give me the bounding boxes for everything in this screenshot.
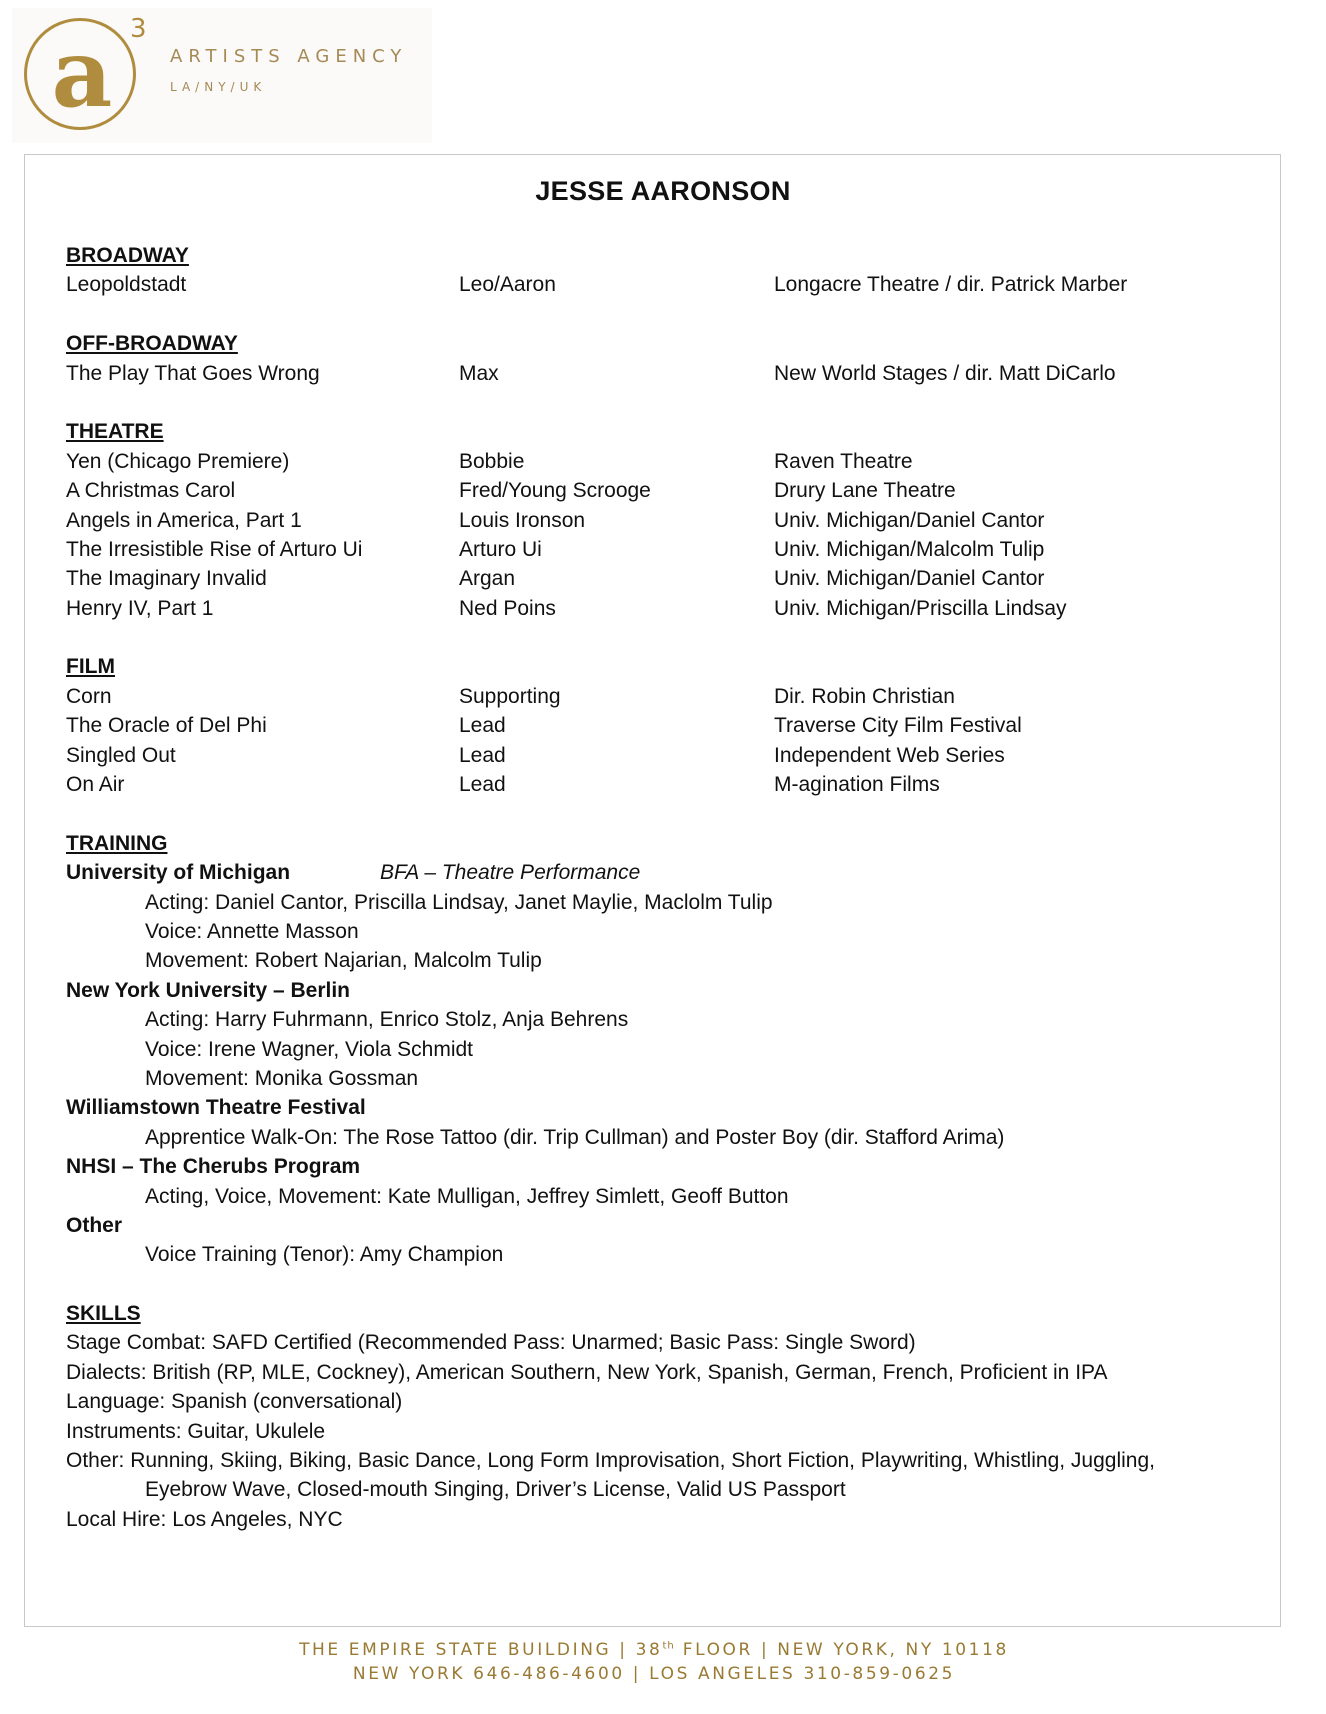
logo-mark: a <box>51 19 113 129</box>
credit-title: On Air <box>66 773 125 797</box>
footer-address-suffix: FLOOR | NEW YORK, NY 10118 <box>674 1640 1009 1660</box>
credit-venue: Longacre Theatre / dir. Patrick Marber <box>774 273 1128 297</box>
training-school-row <box>66 858 1246 887</box>
training-school: NHSI – The Cherubs Program <box>66 1155 361 1179</box>
credit-row <box>66 447 1246 476</box>
credit-title: Corn <box>66 684 112 708</box>
credit-row <box>66 711 1246 740</box>
footer-phones: NEW YORK 646-486-4600 | LOS ANGELES 310-859-0625 <box>352 1664 956 1684</box>
section-heading-broadway: BROADWAY <box>66 244 189 267</box>
training-detail: Apprentice Walk-On: The Rose Tattoo (dir. Trip Cullman) and Poster Boy (dir. Stafford Arima) <box>145 1125 1005 1149</box>
training-school: New York University – Berlin <box>66 978 351 1002</box>
credit-row <box>66 594 1246 623</box>
skill-other: Other: Running, Skiing, Biking, Basic Dance, Long Form Improvisation, Short Fiction, Playwriting, Whistling, Juggling, <box>66 1449 1155 1473</box>
credit-row <box>66 682 1246 711</box>
skill-local-hire: Local Hire: Los Angeles, NYC <box>66 1507 343 1531</box>
credit-title: Yen (Chicago Premiere) <box>66 449 290 473</box>
credit-title: The Oracle of Del Phi <box>66 714 267 738</box>
logo-circle <box>24 18 136 130</box>
actor-name: JESSE AARONSON <box>535 176 791 206</box>
training-detail: Acting, Voice, Movement: Kate Mulligan, Jeffrey Simlett, Geoff Button <box>145 1184 789 1208</box>
credit-venue: Raven Theatre <box>774 449 913 473</box>
credit-venue: Drury Lane Theatre <box>774 479 956 503</box>
credit-venue: Dir. Robin Christian <box>774 684 955 708</box>
training-detail: Voice: Annette Masson <box>145 919 359 943</box>
credit-title: The Play That Goes Wrong <box>66 361 320 385</box>
credit-title: A Christmas Carol <box>66 479 236 503</box>
skill-instruments: Instruments: Guitar, Ukulele <box>66 1419 326 1443</box>
agency-logo <box>12 8 432 143</box>
credit-venue: Univ. Michigan/Malcolm Tulip <box>774 537 1045 561</box>
credit-role: Lead <box>459 743 506 767</box>
training-school: Other <box>66 1213 123 1237</box>
credit-role: Max <box>459 361 499 385</box>
credit-title: The Imaginary Invalid <box>66 567 267 591</box>
section-heading-off-broadway: OFF-BROADWAY <box>66 332 238 356</box>
credit-role: Ned Poins <box>459 596 556 620</box>
credit-venue: M-agination Films <box>774 773 940 797</box>
credit-role: Louis Ironson <box>459 508 586 532</box>
credit-row <box>66 270 1246 299</box>
skill-other-continued: Eyebrow Wave, Closed-mouth Singing, Driver’s License, Valid US Passport <box>145 1478 846 1502</box>
logo-superscript: 3 <box>130 14 147 44</box>
section-heading-film: FILM <box>66 655 115 679</box>
training-detail: Voice: Irene Wagner, Viola Schmidt <box>145 1037 474 1061</box>
credit-role: Bobbie <box>459 449 525 473</box>
training-school: Williamstown Theatre Festival <box>66 1096 366 1120</box>
credit-row <box>66 564 1246 593</box>
credit-title: Leopoldstadt <box>66 273 187 297</box>
footer-address <box>0 1640 1308 1660</box>
training-degree: BFA – Theatre Performance <box>380 861 641 885</box>
credit-row <box>66 359 1246 388</box>
credit-row <box>66 476 1246 505</box>
training-detail: Movement: Monika Gossman <box>145 1066 419 1090</box>
footer-address-prefix: THE EMPIRE STATE BUILDING | 38 <box>299 1640 663 1660</box>
training-detail: Movement: Robert Najarian, Malcolm Tulip <box>145 949 542 973</box>
credit-title: The Irresistible Rise of Arturo Ui <box>66 537 363 561</box>
section-heading-theatre: THEATRE <box>66 420 164 444</box>
skill-language: Language: Spanish (conversational) <box>66 1390 403 1414</box>
section-heading-training: TRAINING <box>66 831 168 855</box>
credit-row <box>66 506 1246 535</box>
credit-row <box>66 770 1246 799</box>
credit-venue: Independent Web Series <box>774 743 1005 767</box>
training-detail: Voice Training (Tenor): Amy Champion <box>145 1243 504 1267</box>
credit-role: Argan <box>459 567 516 591</box>
training-detail: Acting: Daniel Cantor, Priscilla Lindsay, Janet Maylie, Maclolm Tulip <box>145 890 773 914</box>
training-school: University of Michigan <box>66 861 291 885</box>
credit-role: Lead <box>459 714 506 738</box>
agency-name: ARTISTS AGENCY <box>170 46 408 67</box>
credit-role: Leo/Aaron <box>459 273 556 297</box>
credit-venue: Univ. Michigan/Daniel Cantor <box>774 508 1045 532</box>
skill-dialects: Dialects: British (RP, MLE, Cockney), American Southern, New York, Spanish, German, French, Proficient in IPA <box>66 1360 1108 1384</box>
credit-title: Angels in America, Part 1 <box>66 508 302 532</box>
footer-address-sup: th <box>662 1640 675 1652</box>
credit-row <box>66 741 1246 770</box>
credit-venue: Univ. Michigan/Priscilla Lindsay <box>774 596 1067 620</box>
credit-title: Singled Out <box>66 743 176 767</box>
agency-locations: LA/NY/UK <box>170 80 267 94</box>
credit-role: Arturo Ui <box>459 537 542 561</box>
credit-role: Fred/Young Scrooge <box>459 479 651 503</box>
skill-stage-combat: Stage Combat: SAFD Certified (Recommended Pass: Unarmed; Basic Pass: Single Sword) <box>66 1331 916 1355</box>
training-detail: Acting: Harry Fuhrmann, Enrico Stolz, Anja Behrens <box>145 1008 629 1032</box>
credit-role: Lead <box>459 773 506 797</box>
credit-title: Henry IV, Part 1 <box>66 596 214 620</box>
resume-content <box>66 241 1246 1534</box>
credit-row <box>66 535 1246 564</box>
section-heading-skills: SKILLS <box>66 1302 141 1326</box>
credit-venue: Univ. Michigan/Daniel Cantor <box>774 567 1045 591</box>
credit-venue: New World Stages / dir. Matt DiCarlo <box>774 361 1116 385</box>
credit-role: Supporting <box>459 684 561 708</box>
credit-venue: Traverse City Film Festival <box>774 714 1022 738</box>
